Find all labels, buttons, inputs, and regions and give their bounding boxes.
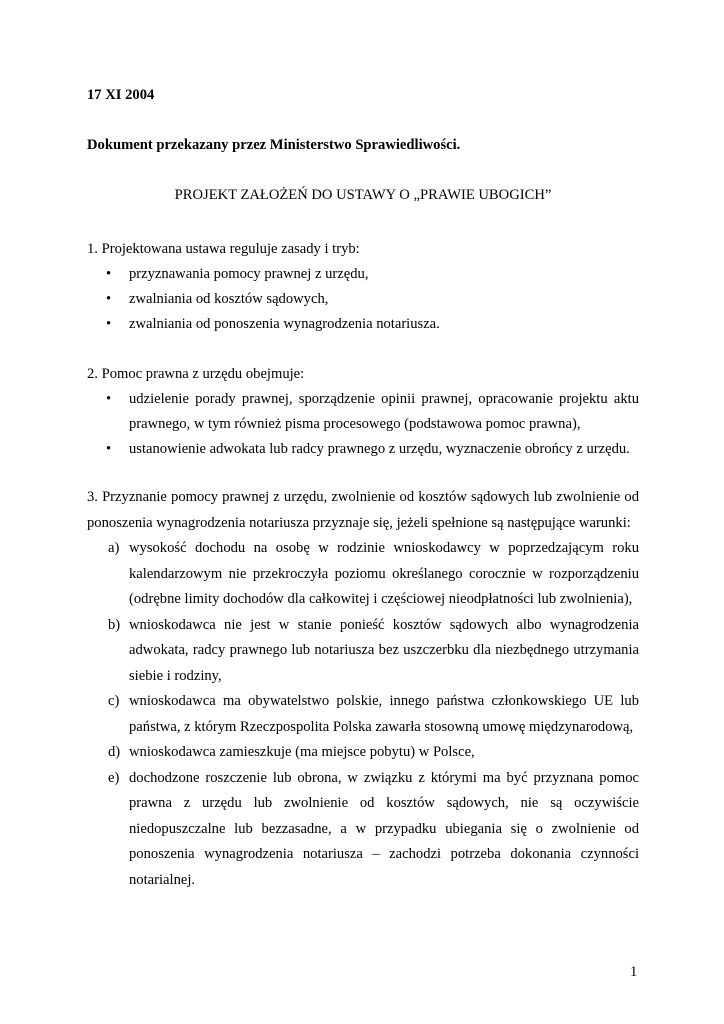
section-2-list [87, 387, 639, 462]
list-item [87, 613, 639, 690]
section-2 [87, 362, 639, 462]
list-item-text: wysokość dochodu na osobę w rodzinie wnioskodawcy w poprzedzającym roku kalendarzowym nie przekroczyła poziomu określanego corocznie w rozporządzeniu (odrębne limity dochodów dla całkowitej i częściowej nieodpłatności lub zwolnienia), [129, 540, 639, 607]
list-item [87, 312, 639, 337]
document-title: PROJEKT ZAŁOŻEŃ DO USTAWY O „PRAWIE UBOGICH” [174, 187, 552, 203]
list-item [87, 766, 639, 894]
list-item-text: udzielenie porady prawnej, sporządzenie opinii prawnej, opracowanie projektu aktu prawnego, w tym również pisma procesowego (podstawowa pomoc prawna), [129, 391, 639, 432]
bullet-icon: • [106, 291, 112, 307]
section-2-lead: 2. Pomoc prawna z urzędu obejmuje: [87, 366, 305, 382]
section-3-lead: 3. Przyznanie pomocy prawnej z urzędu, zwolnienie od kosztów sądowych lub zwolnienie od ponoszenia wynagrodzenia notariusza przyznaje się, jeżeli spełnione są następujące warunki: [87, 489, 639, 531]
section-3 [87, 485, 639, 893]
section-3-conditions-list [87, 536, 639, 893]
list-item [87, 387, 639, 437]
list-item-text: ustanowienie adwokata lub radcy prawnego z urzędu, wyznaczenie obrońcy z urzędu. [129, 441, 630, 457]
list-marker: c) [108, 693, 120, 709]
list-item-text: dochodzone roszczenie lub obrona, w związku z którymi ma być przyznana pomoc prawna z urzędu lub zwolnienie od kosztów sądowych, nie są oczywiście niedopuszczalne lub bezzasadne, a w przypadku ubiegania się o zwolnienie od ponoszenia wynagrodzenia notariusza – zachodzi potrzeba dokonania czynności notarialnej. [129, 769, 639, 888]
list-item-text: przyznawania pomocy prawnej z urzędu, [129, 266, 369, 282]
list-item [87, 287, 639, 312]
list-item [87, 536, 639, 613]
bullet-icon: • [106, 266, 112, 282]
list-marker: d) [108, 744, 121, 760]
list-item-text: zwalniania od ponoszenia wynagrodzenia notariusza. [129, 316, 440, 332]
list-item-text: wnioskodawca zamieszkuje (ma miejsce pobytu) w Polsce, [129, 744, 475, 760]
list-item-text: zwalniania od kosztów sądowych, [129, 291, 329, 307]
list-item-text: wnioskodawca nie jest w stanie ponieść kosztów sądowych albo wynagrodzenia adwokata, radcy prawnego lub notariusza bez uszczerbku dla niezbędnego utrzymania siebie i rodziny, [129, 616, 639, 684]
bullet-icon: • [106, 441, 112, 457]
section-1-lead: 1. Projektowana ustawa reguluje zasady i tryb: [87, 241, 360, 257]
list-marker: b) [108, 616, 121, 633]
section-1 [87, 237, 639, 337]
list-item-text: wnioskodawca ma obywatelstwo polskie, innego państwa członkowskiego UE lub państwa, z którym Rzeczpospolita Polska zawarła stosowną umowę międzynarodową, [129, 693, 639, 735]
list-item [87, 740, 639, 766]
list-marker: e) [108, 769, 120, 786]
list-item [87, 262, 639, 287]
section-1-list [87, 262, 639, 337]
bullet-icon: • [106, 391, 112, 407]
list-item [87, 437, 639, 462]
list-item [87, 689, 639, 740]
list-marker: a) [108, 540, 120, 556]
document-source-note: Dokument przekazany przez Ministerstwo Sprawiedliwości. [87, 137, 461, 153]
page-number: 1 [630, 964, 638, 980]
bullet-icon: • [106, 316, 112, 332]
document-date: 17 XI 2004 [87, 87, 155, 103]
